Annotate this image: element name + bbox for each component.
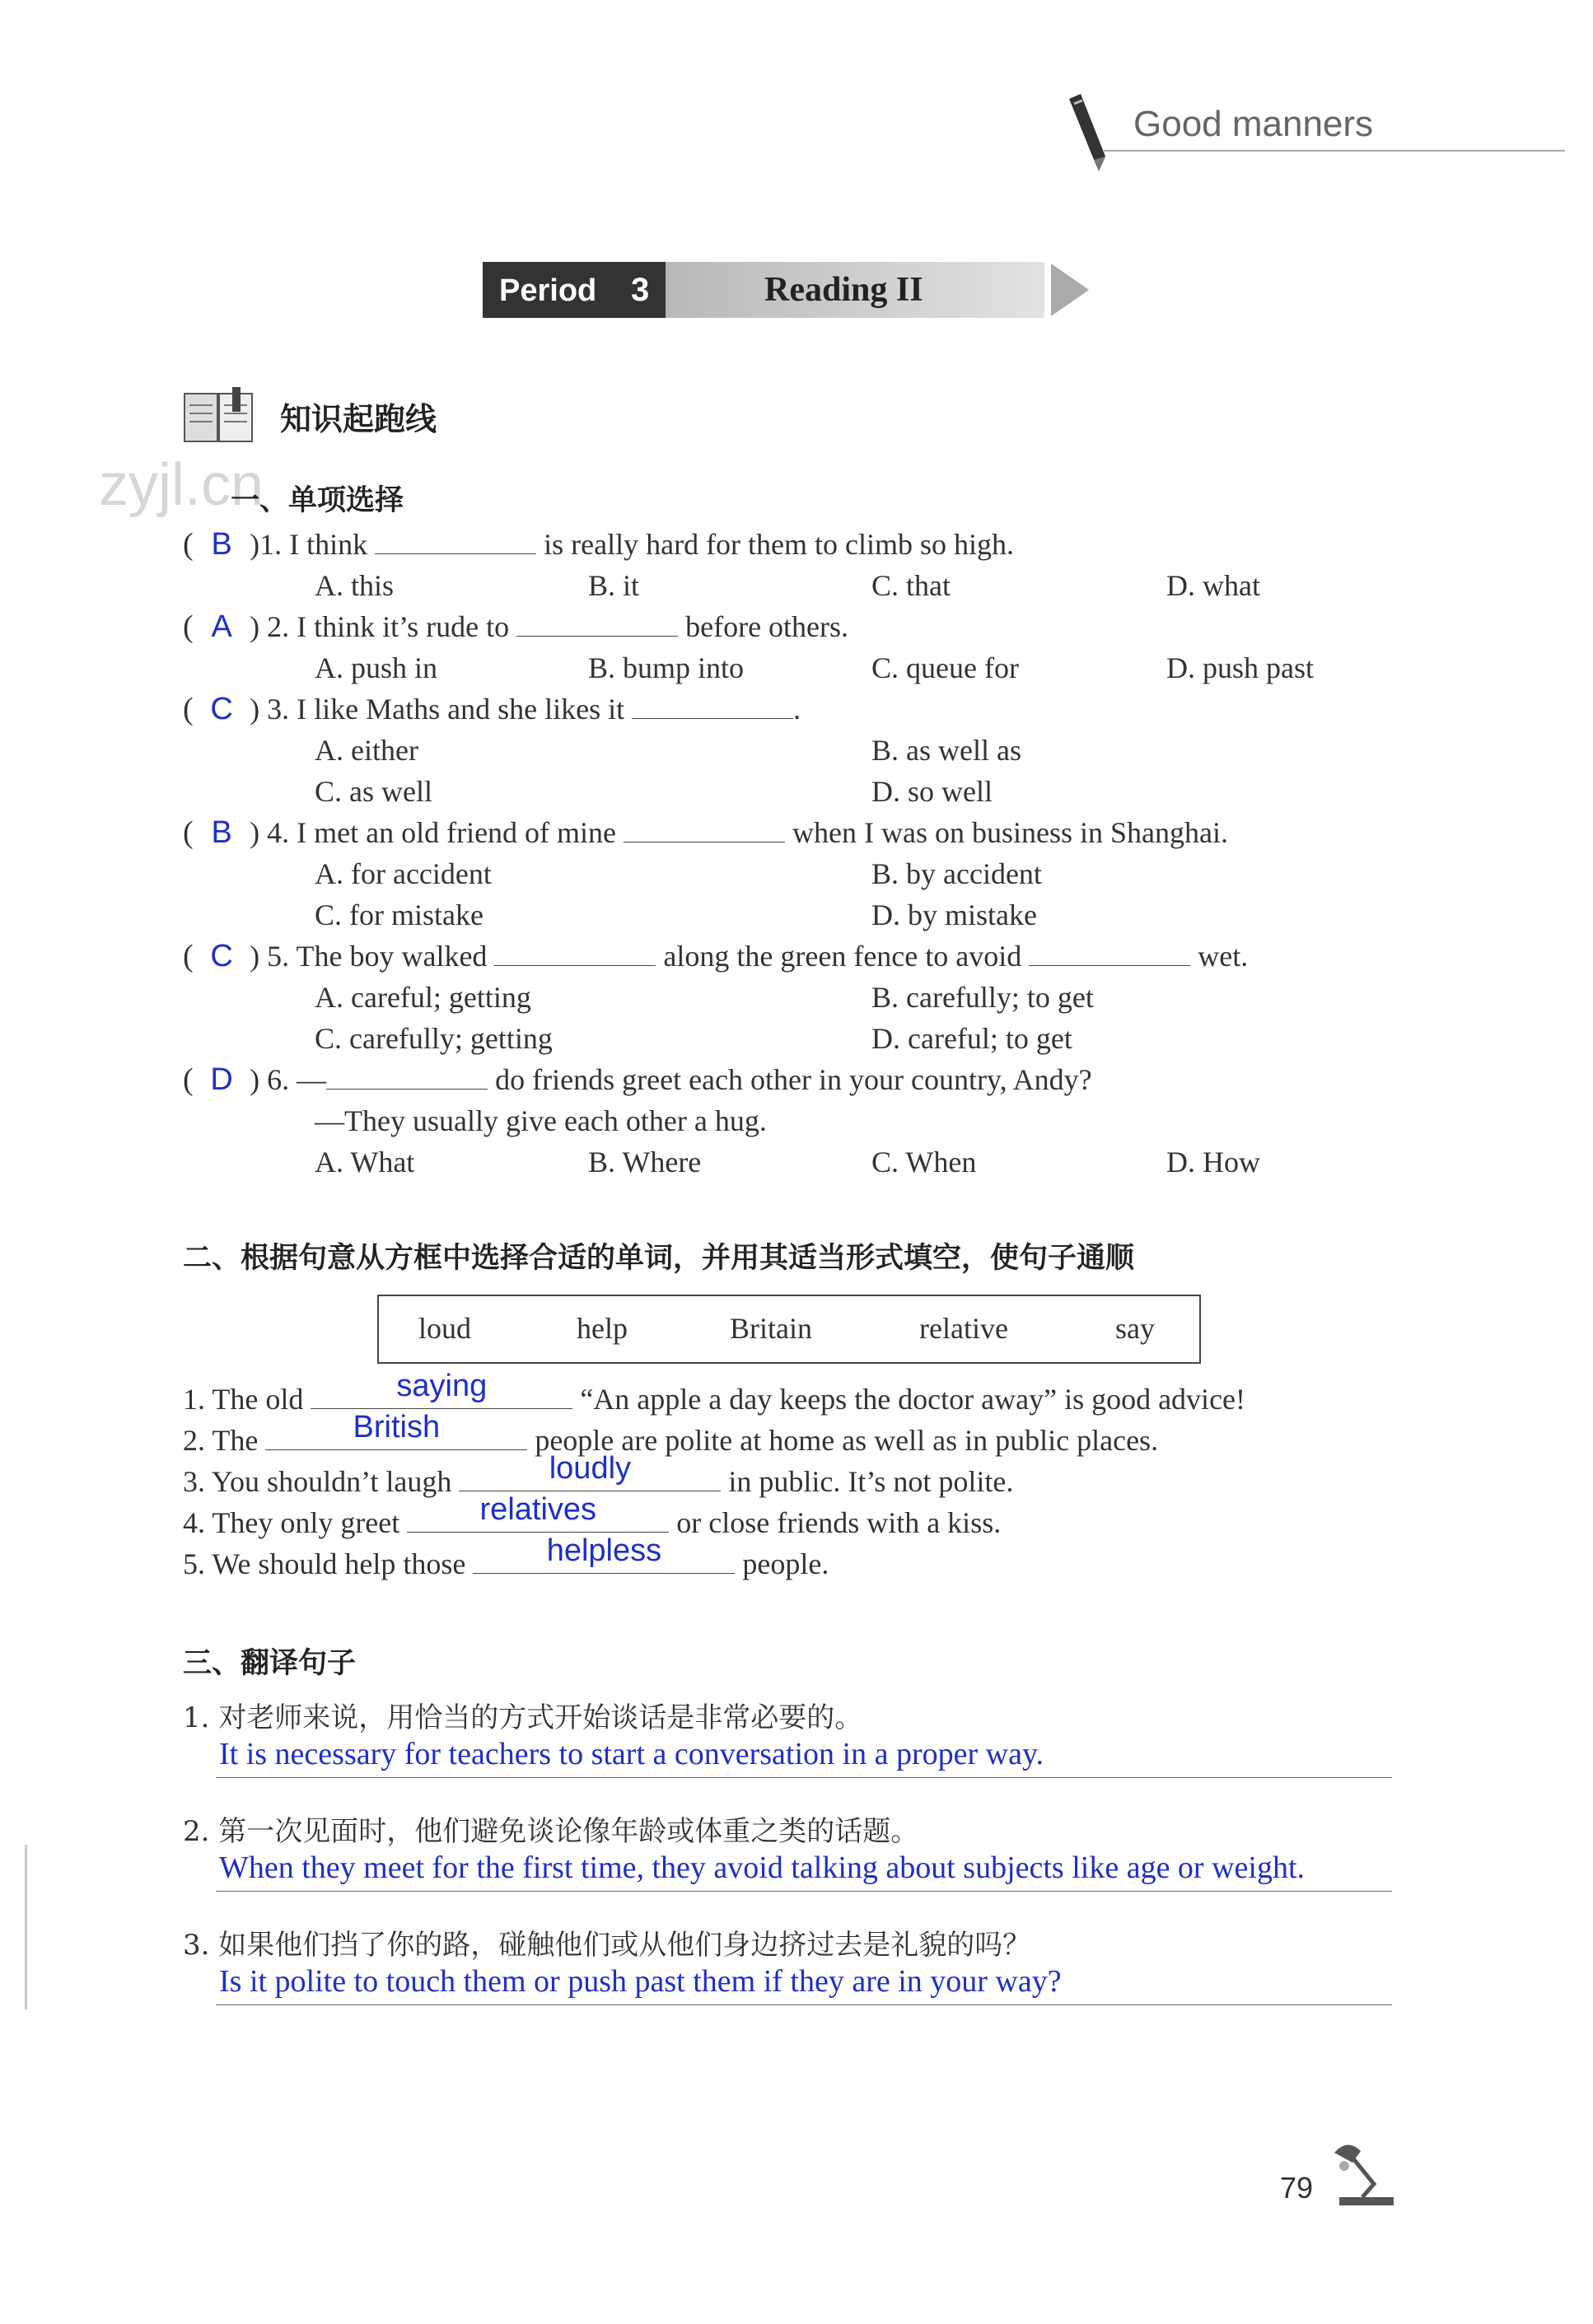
question-4: ( B ) 4. I met an old friend of mine when I was on business in Shanghai. (183, 815, 1228, 850)
section2-title: 二、根据句意从方框中选择合适的单词，并用其适当形式填空，使句子通顺 (183, 1242, 1135, 1275)
option: B. carefully; to get (871, 981, 1094, 1014)
fill-blank-2 (265, 1410, 527, 1450)
answer-2: A (211, 609, 232, 644)
header-title: Good manners (1133, 104, 1374, 144)
banner-arrow-icon (1049, 262, 1091, 322)
blank-4 (624, 814, 785, 842)
answer-line-1 (216, 1777, 1392, 1778)
section3-title: 三、翻译句子 (183, 1647, 357, 1680)
answer-line-2 (216, 1891, 1392, 1892)
option: B. Where (588, 1146, 702, 1178)
reading-label: Reading II (764, 271, 923, 309)
word: say (1115, 1312, 1155, 1345)
answer-4: B (211, 815, 232, 850)
question-3: ( C ) 3. I like Maths and she likes it . (183, 692, 801, 726)
pen-icon (1063, 92, 1112, 179)
word-box (377, 1295, 1201, 1364)
fill-item-5: 5. We should help those helpless people. (183, 1533, 829, 1580)
section1-title: 一、单项选择 (231, 484, 404, 517)
option: B. by accident (871, 857, 1042, 890)
question-2: ( A ) 2. I think it’s rude to before others. (183, 609, 849, 644)
translate-cn-1: 1. 对老师来说，用恰当的方式开始谈话是非常必要的。 (183, 1701, 863, 1734)
option: D. what (1166, 569, 1260, 602)
translate-en-3: Is it polite to touch them or push past them if they are in your way? (219, 1964, 1062, 1999)
word: help (577, 1312, 628, 1345)
option: D. push past (1166, 651, 1314, 684)
translate-cn-2: 2. 第一次见面时，他们避免谈论像年龄或体重之类的话题。 (183, 1815, 919, 1848)
fill-blank-1 (311, 1369, 572, 1409)
desk-lamp-icon (1323, 2138, 1397, 2211)
option: C. that (871, 569, 951, 602)
fill-item-3: 3. You shouldn’t laugh loudly in public. It’s not polite. (183, 1451, 1014, 1498)
header-rule (1104, 150, 1565, 152)
option: A. this (315, 569, 395, 602)
blank-5a (494, 937, 656, 966)
answer-line-3 (216, 2004, 1392, 2005)
blank-6 (326, 1061, 488, 1090)
page-number: 79 (1280, 2171, 1314, 2205)
blank-1 (375, 525, 536, 554)
option: C. as well (315, 775, 432, 808)
scan-edge-mark (25, 1845, 27, 2009)
period-label-block (483, 262, 666, 318)
option: B. bump into (588, 651, 745, 684)
fill-answer-5: helpless (546, 1533, 662, 1568)
blank-2 (516, 608, 678, 637)
translate-en-1: It is necessary for teachers to start a conversation in a proper way. (219, 1737, 1044, 1771)
fill-blank-4 (407, 1492, 669, 1533)
answer-6: D (210, 1062, 233, 1097)
section0-title: 知识起跑线 (280, 401, 437, 437)
fill-answer-4: relatives (479, 1492, 597, 1527)
option: A. push in (315, 651, 438, 684)
option: D. so well (871, 775, 993, 808)
word: Britain (730, 1312, 812, 1345)
option: A. for accident (315, 857, 492, 890)
reading-label-block (666, 262, 1044, 318)
blank-5b (1029, 937, 1190, 966)
translate-en-2: When they meet for the first time, they avoid talking about subjects like age or weight. (219, 1850, 1306, 1885)
option: A. careful; getting (315, 981, 531, 1014)
fill-item-4: 4. They only greet relatives or close friends with a kiss. (183, 1492, 1002, 1539)
question-1: ( B )1. I think is really hard for them to climb so high. (183, 527, 1015, 562)
fill-answer-2: British (353, 1410, 441, 1444)
option: C. When (871, 1146, 977, 1178)
option: A. What (315, 1146, 415, 1178)
option: C. carefully; getting (315, 1022, 553, 1055)
option: A. either (315, 734, 418, 767)
period-number: 3 (631, 272, 650, 308)
word: relative (919, 1312, 1008, 1345)
option: C. queue for (871, 651, 1019, 684)
fill-item-1: 1. The old saying “An apple a day keeps the doctor away” is good advice! (183, 1369, 1246, 1416)
translate-cn-3: 3. 如果他们挡了你的路，碰触他们或从他们身边挤过去是礼貌的吗？ (183, 1929, 1031, 1962)
option: D. How (1166, 1146, 1260, 1178)
option: C. for mistake (315, 898, 484, 931)
blank-3 (632, 690, 793, 719)
answer-5: C (210, 939, 233, 973)
fill-blank-5 (473, 1533, 735, 1574)
option: B. as well as (871, 734, 1021, 767)
answer-1: B (211, 527, 232, 562)
fill-answer-3: loudly (549, 1451, 632, 1486)
book-icon (183, 387, 257, 450)
word: loud (418, 1312, 472, 1345)
option: D. by mistake (871, 898, 1037, 931)
answer-3: C (210, 692, 233, 726)
option: B. it (588, 569, 640, 602)
question-6-line2: —They usually give each other a hug. (315, 1104, 767, 1137)
period-label: Period (499, 273, 597, 308)
fill-answer-1: saying (396, 1369, 488, 1403)
fill-blank-3 (459, 1451, 721, 1491)
option: D. careful; to get (871, 1022, 1072, 1055)
watermark: zyjl.cn (99, 452, 264, 518)
fill-item-2: 2. The British people are polite at home as well as in public places. (183, 1410, 1159, 1457)
question-5: ( C ) 5. The boy walked along the green fence to avoid wet. (183, 939, 1249, 973)
question-6: ( D ) 6. — do friends greet each other in your country, Andy? (183, 1062, 1092, 1097)
